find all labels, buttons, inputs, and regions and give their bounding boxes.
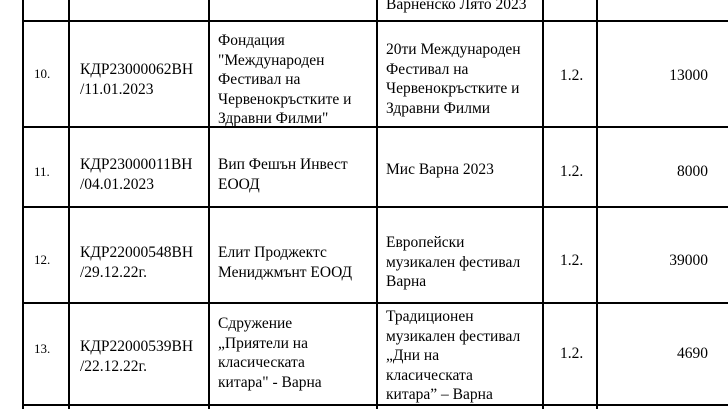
cell-line: Мис Варна 2023 (386, 161, 494, 178)
cell-line: /29.12.22г. (80, 263, 148, 281)
cell-line: китара" - Варна (218, 373, 322, 391)
cell-line: КДР22000539ВН (80, 338, 194, 355)
row-number: 11. (34, 164, 50, 179)
contract-cell (80, 155, 193, 194)
event-cell (386, 233, 520, 292)
cell-line: Сдружение (218, 315, 293, 332)
column-divider (22, 0, 24, 409)
cell-line: Здравни Филми (386, 99, 491, 117)
cell-line: класическата (218, 354, 305, 371)
column-divider (68, 0, 70, 409)
cell-line: Червенокръстките и (386, 80, 520, 97)
amount-cell: 39000 (669, 252, 708, 269)
code-cell: 1.2. (560, 252, 584, 269)
row-number: 12. (34, 252, 51, 267)
cell-line: /22.12.22г. (80, 357, 148, 375)
amount-cell: 8000 (677, 163, 708, 180)
organization-cell (218, 243, 352, 282)
cell-line: ЕООД (218, 175, 260, 193)
row-divider (22, 302, 728, 304)
cell-line: класическата (386, 366, 473, 384)
event-cell (386, 40, 521, 118)
cell-line: 20ти Международен (386, 41, 521, 58)
cell-line: Фондация (218, 32, 285, 49)
organization-cell (218, 314, 322, 392)
cell-line: КДР23000011ВН (80, 156, 193, 173)
row-divider (22, 126, 728, 128)
row-number: 13. (34, 341, 51, 356)
cell-line: Традиционен (386, 308, 474, 325)
cell-line: /11.01.2023 (80, 80, 154, 98)
code-cell: 1.2. (560, 67, 584, 84)
cell-line: китара” – Варна (386, 386, 493, 403)
cell-line: Мениджмънт ЕООД (218, 263, 353, 281)
event-cell (386, 160, 494, 180)
organization-cell (218, 155, 348, 194)
cell-line: Варна (386, 273, 427, 290)
code-cell: 1.2. (560, 163, 584, 180)
cell-line: КДР22000548ВН (80, 244, 194, 261)
cell-line: Елит Проджектс (218, 244, 327, 261)
cell-line: Червенокръстките и (218, 90, 352, 108)
row-number: 10. (34, 66, 51, 81)
cell-line: „Дни на (386, 347, 440, 364)
column-divider (376, 0, 378, 409)
event-cell-partial: Варненско Лято 2023 (386, 0, 527, 13)
cell-line: Вип Фешън Инвест (218, 156, 348, 173)
cell-line: Европейски (386, 234, 465, 251)
column-divider (542, 0, 544, 409)
row-divider (22, 404, 728, 406)
column-divider (596, 0, 598, 409)
amount-cell: 4690 (677, 345, 708, 362)
cell-line: /04.01.2023 (80, 175, 155, 193)
code-cell: 1.2. (560, 345, 584, 362)
contract-cell (80, 337, 193, 376)
cell-line: Здравни Филми" (218, 110, 329, 127)
cell-line: „Приятели на (218, 334, 308, 352)
cell-line: музикален фестивал (386, 253, 521, 271)
column-divider (208, 0, 210, 409)
cell-line: Фестивал на (386, 60, 469, 78)
event-cell (386, 307, 520, 405)
amount-cell: 13000 (669, 67, 708, 84)
cell-line: КДР23000062ВН (80, 61, 194, 78)
cell-line: "Международен (218, 51, 325, 69)
row-divider (22, 206, 728, 208)
contract-cell (80, 243, 193, 282)
cell-line: музикален фестивал (386, 327, 521, 345)
organization-cell (218, 31, 351, 129)
contract-cell (80, 60, 193, 99)
cell-line: Фестивал на (218, 71, 301, 88)
row-divider (22, 20, 728, 22)
